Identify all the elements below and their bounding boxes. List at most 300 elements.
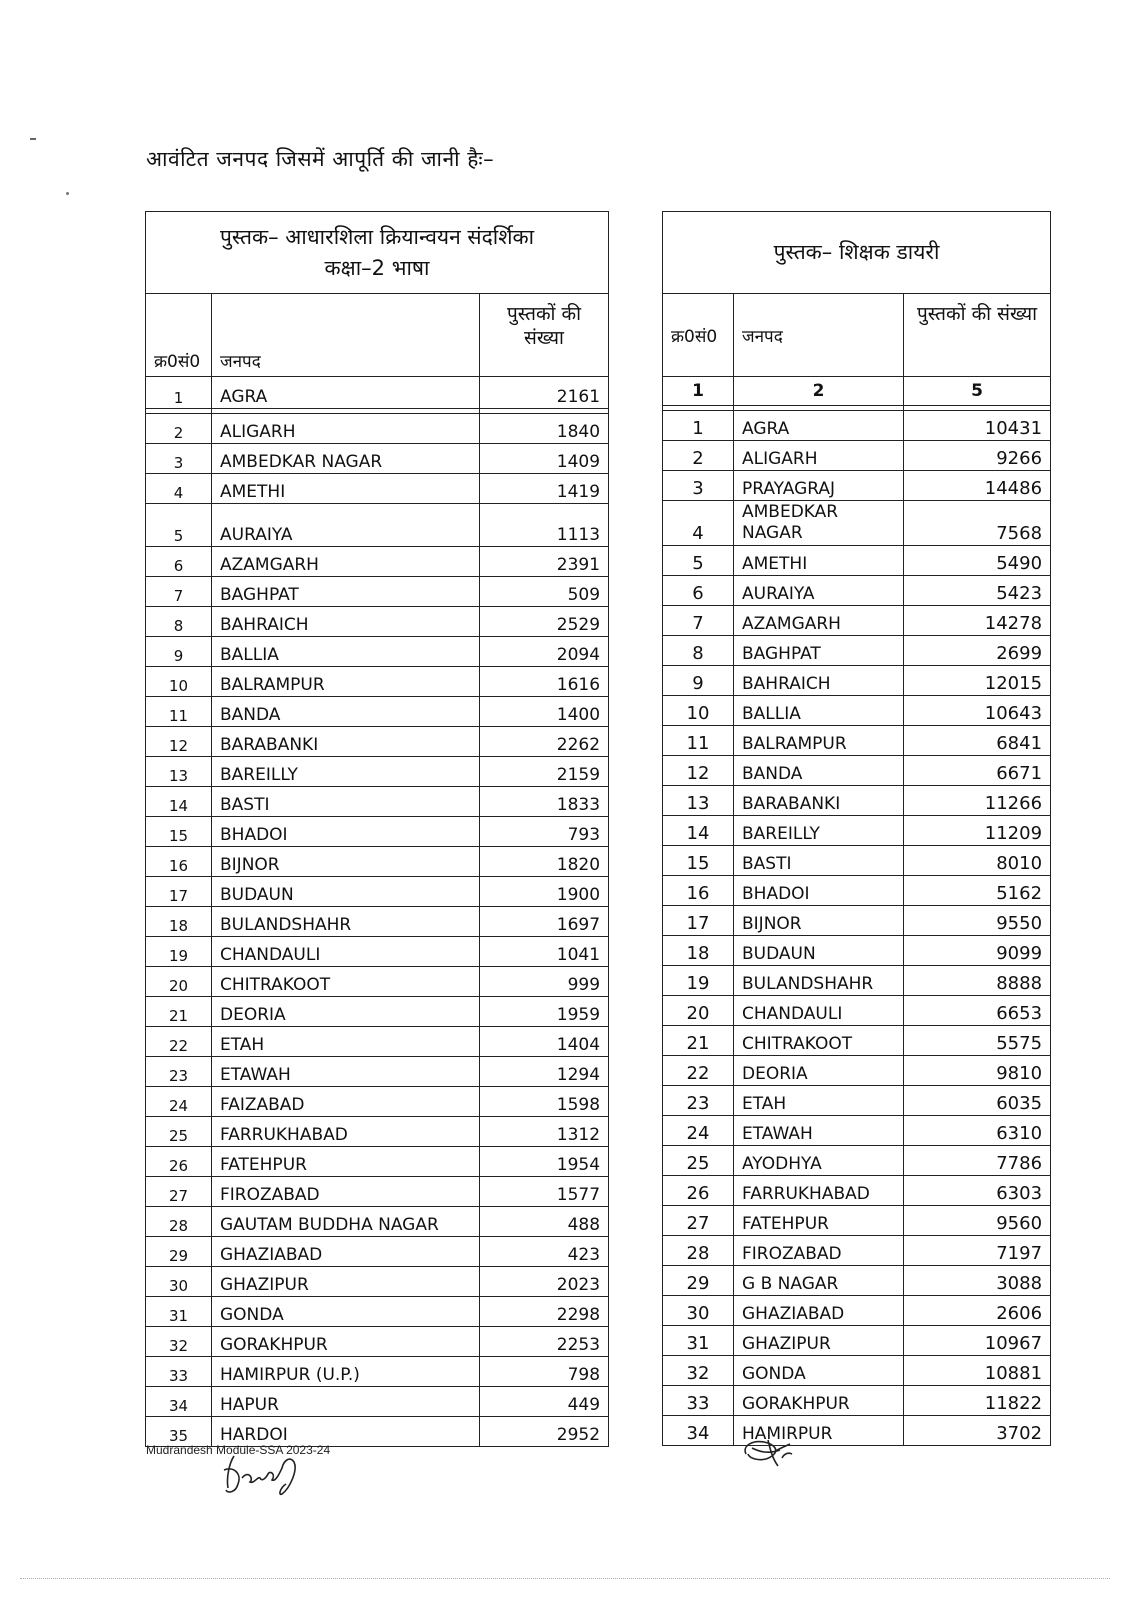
serial-number-cell: 9 (663, 666, 734, 696)
book-count-cell: 1312 (480, 1117, 609, 1147)
district-cell: AZAMGARH (734, 606, 904, 636)
book-count-cell: 2391 (480, 547, 609, 577)
table-row (663, 756, 1051, 786)
book-count-cell: 1840 (480, 414, 609, 444)
district-cell: AMBEDKAR NAGAR (212, 444, 480, 474)
book-count-cell: 2253 (480, 1327, 609, 1357)
district-cell: BAGHPAT (212, 577, 480, 607)
book-count-cell: 423 (480, 1237, 609, 1267)
serial-number-cell: 15 (146, 817, 212, 847)
district-cell: ETAH (212, 1027, 480, 1057)
district-cell: DEORIA (734, 1056, 904, 1086)
table-row (146, 607, 609, 637)
serial-number-cell: 11 (663, 726, 734, 756)
district-cell: BIJNOR (734, 906, 904, 936)
district-cell: FARRUKHABAD (734, 1176, 904, 1206)
book-count-cell: 11266 (904, 786, 1051, 816)
table-row (146, 997, 609, 1027)
serial-number-cell: 28 (146, 1207, 212, 1237)
serial-number-cell: 6 (663, 576, 734, 606)
signature-left (220, 1448, 320, 1498)
table-row (663, 1266, 1051, 1296)
book-count-cell: 10431 (904, 411, 1051, 441)
table-row (146, 1237, 609, 1267)
book-count-cell: 1959 (480, 997, 609, 1027)
book-count-cell: 1900 (480, 877, 609, 907)
district-cell: GHAZIPUR (212, 1267, 480, 1297)
serial-number-cell: 24 (146, 1087, 212, 1117)
table-row (663, 696, 1051, 726)
book-count-cell: 1697 (480, 907, 609, 937)
table-row (663, 411, 1051, 441)
serial-number-cell: 7 (663, 606, 734, 636)
serial-number-cell: 30 (146, 1267, 212, 1297)
book-count-cell: 2298 (480, 1297, 609, 1327)
district-cell: GAUTAM BUDDHA NAGAR (212, 1207, 480, 1237)
column-number-row (663, 377, 1051, 406)
right-col-district-header: जनपद (734, 294, 904, 377)
district-cell: BIJNOR (212, 847, 480, 877)
serial-number-cell: 21 (146, 997, 212, 1027)
book-count-cell: 6303 (904, 1176, 1051, 1206)
book-count-cell: 3702 (904, 1416, 1051, 1446)
table-row (663, 441, 1051, 471)
table-row (663, 1356, 1051, 1386)
district-cell: BAREILLY (734, 816, 904, 846)
table-row (146, 727, 609, 757)
book-count-cell: 7568 (904, 501, 1051, 546)
book-count-cell: 509 (480, 577, 609, 607)
left-col-count-header: पुस्तकों की संख्या (480, 294, 609, 377)
table-row (146, 504, 609, 547)
serial-number-cell: 4 (663, 501, 734, 546)
book-count-cell: 7197 (904, 1236, 1051, 1266)
book-count-cell: 9266 (904, 441, 1051, 471)
table-row (146, 1297, 609, 1327)
district-cell: AURAIYA (734, 576, 904, 606)
table-row (663, 816, 1051, 846)
district-cell: AURAIYA (212, 504, 480, 547)
district-cell: BHADOI (734, 876, 904, 906)
table-row (663, 996, 1051, 1026)
table-row (146, 1177, 609, 1207)
book-count-cell: 5162 (904, 876, 1051, 906)
district-cell: BAHRAICH (212, 607, 480, 637)
book-count-cell: 2699 (904, 636, 1051, 666)
table-row (663, 936, 1051, 966)
district-cell: GONDA (212, 1297, 480, 1327)
district-cell: HAMIRPUR (U.P.) (212, 1357, 480, 1387)
district-cell: HAMIRPUR (734, 1416, 904, 1446)
district-cell: HAPUR (212, 1387, 480, 1417)
left-title-line1: पुस्तक– आधारशिला क्रियान्वयन संदर्शिका (219, 224, 535, 249)
table-row (663, 666, 1051, 696)
left-col-sno-header: क्र0सं0 (146, 294, 212, 377)
district-cell: BALRAMPUR (734, 726, 904, 756)
district-cell: G B NAGAR (734, 1266, 904, 1296)
left-table-body (146, 377, 609, 1447)
district-cell: FARRUKHABAD (212, 1117, 480, 1147)
signature-right (738, 1432, 798, 1472)
serial-number-cell: 26 (146, 1147, 212, 1177)
serial-number-cell: 31 (146, 1297, 212, 1327)
serial-number-cell: 4 (146, 474, 212, 504)
table-row (663, 1416, 1051, 1446)
book-count-cell: 999 (480, 967, 609, 997)
district-cell: GONDA (734, 1356, 904, 1386)
right-table-title: पुस्तक– शिक्षक डायरी (663, 212, 1051, 294)
table-row (663, 1116, 1051, 1146)
book-count-cell: 1409 (480, 444, 609, 474)
serial-number-cell: 29 (663, 1266, 734, 1296)
district-cell: FIROZABAD (734, 1236, 904, 1266)
book-count-cell: 10881 (904, 1356, 1051, 1386)
district-cell: BALLIA (212, 637, 480, 667)
book-count-cell: 10967 (904, 1326, 1051, 1356)
serial-number-cell: 18 (663, 936, 734, 966)
serial-number-cell: 13 (146, 757, 212, 787)
serial-number-cell: 22 (146, 1027, 212, 1057)
book-count-cell: 1113 (480, 504, 609, 547)
serial-number-cell: 10 (663, 696, 734, 726)
table-row (663, 606, 1051, 636)
table-row (146, 414, 609, 444)
district-cell: BANDA (212, 697, 480, 727)
district-cell: BUDAUN (212, 877, 480, 907)
book-count-cell: 2262 (480, 727, 609, 757)
right-col-count-header: पुस्तकों की संख्या (904, 294, 1051, 377)
table-row (146, 877, 609, 907)
district-cell: BARABANKI (734, 786, 904, 816)
serial-number-cell: 3 (663, 471, 734, 501)
district-cell: BALLIA (734, 696, 904, 726)
table-row (663, 1176, 1051, 1206)
district-cell: BAREILLY (212, 757, 480, 787)
book-count-cell: 6653 (904, 996, 1051, 1026)
serial-number-cell: 22 (663, 1056, 734, 1086)
serial-number-cell: 19 (663, 966, 734, 996)
district-cell: AGRA (212, 377, 480, 409)
serial-number-cell: 20 (146, 967, 212, 997)
serial-number-cell: 33 (663, 1386, 734, 1416)
serial-number-cell: 34 (663, 1416, 734, 1446)
left-book-table (145, 211, 609, 1447)
table-row (663, 786, 1051, 816)
book-count-cell: 7786 (904, 1146, 1051, 1176)
left-col-district-header: जनपद (212, 294, 480, 377)
stray-dot (66, 192, 69, 195)
serial-number-cell: 14 (146, 787, 212, 817)
table-row (663, 1086, 1051, 1116)
book-count-cell: 5575 (904, 1026, 1051, 1056)
district-cell: CHANDAULI (734, 996, 904, 1026)
serial-number-cell: 10 (146, 667, 212, 697)
book-count-cell: 793 (480, 817, 609, 847)
serial-number-cell: 16 (146, 847, 212, 877)
serial-number-cell: 27 (146, 1177, 212, 1207)
serial-number-cell: 32 (663, 1356, 734, 1386)
book-count-cell: 5490 (904, 546, 1051, 576)
serial-number-cell: 18 (146, 907, 212, 937)
district-cell: AMETHI (734, 546, 904, 576)
book-count-cell: 1820 (480, 847, 609, 877)
serial-number-cell: 29 (146, 1237, 212, 1267)
district-cell: HARDOI (212, 1417, 480, 1447)
district-cell: FIROZABAD (212, 1177, 480, 1207)
table-row (146, 1357, 609, 1387)
serial-number-cell: 17 (146, 877, 212, 907)
table-row (146, 667, 609, 697)
table-row (663, 906, 1051, 936)
table-row (146, 817, 609, 847)
book-count-cell: 12015 (904, 666, 1051, 696)
serial-number-cell: 7 (146, 577, 212, 607)
book-count-cell: 6310 (904, 1116, 1051, 1146)
serial-number-cell: 8 (146, 607, 212, 637)
book-count-cell: 1041 (480, 937, 609, 967)
table-row (146, 967, 609, 997)
book-count-cell: 1404 (480, 1027, 609, 1057)
district-cell: BAGHPAT (734, 636, 904, 666)
district-cell: ETAWAH (212, 1057, 480, 1087)
serial-number-cell: 5 (146, 504, 212, 547)
book-count-cell: 9810 (904, 1056, 1051, 1086)
left-title-line2: कक्षा–2 भाषा (324, 255, 430, 280)
district-cell: ETAWAH (734, 1116, 904, 1146)
serial-number-cell: 25 (146, 1117, 212, 1147)
district-cell: AGRA (734, 411, 904, 441)
district-cell: FAIZABAD (212, 1087, 480, 1117)
book-count-cell: 11209 (904, 816, 1051, 846)
book-count-cell: 1954 (480, 1147, 609, 1177)
column-number: 1 (663, 377, 734, 406)
serial-number-cell: 13 (663, 786, 734, 816)
book-count-cell: 14486 (904, 471, 1051, 501)
book-count-cell: 6035 (904, 1086, 1051, 1116)
book-count-cell: 488 (480, 1207, 609, 1237)
serial-number-cell: 5 (663, 546, 734, 576)
serial-number-cell: 3 (146, 444, 212, 474)
district-cell: PRAYAGRAJ (734, 471, 904, 501)
district-cell: CHITRAKOOT (212, 967, 480, 997)
book-count-cell: 798 (480, 1357, 609, 1387)
right-book-table (662, 211, 1051, 1446)
book-count-cell: 14278 (904, 606, 1051, 636)
serial-number-cell: 15 (663, 846, 734, 876)
book-count-cell: 2159 (480, 757, 609, 787)
serial-number-cell: 8 (663, 636, 734, 666)
table-row (663, 1326, 1051, 1356)
book-count-cell: 2094 (480, 637, 609, 667)
book-count-cell: 9099 (904, 936, 1051, 966)
table-row (663, 1296, 1051, 1326)
serial-number-cell: 28 (663, 1236, 734, 1266)
table-row (146, 1207, 609, 1237)
table-row (663, 1146, 1051, 1176)
bottom-dotted-edge (20, 1578, 1110, 1579)
table-row (146, 1267, 609, 1297)
table-row (146, 1117, 609, 1147)
district-cell: CHANDAULI (212, 937, 480, 967)
table-row (663, 1056, 1051, 1086)
footer-text: Mudrandesh Module-SSA 2023-24 (146, 1443, 331, 1457)
book-count-cell: 8010 (904, 846, 1051, 876)
left-table-title (146, 212, 609, 294)
table-row (663, 1386, 1051, 1416)
book-count-cell: 1598 (480, 1087, 609, 1117)
district-cell: BASTI (212, 787, 480, 817)
district-cell: ALIGARH (734, 441, 904, 471)
book-count-cell: 9560 (904, 1206, 1051, 1236)
district-cell: AMETHI (212, 474, 480, 504)
book-count-cell: 2606 (904, 1296, 1051, 1326)
serial-number-cell: 23 (146, 1057, 212, 1087)
serial-number-cell: 14 (663, 816, 734, 846)
serial-number-cell: 1 (146, 377, 212, 409)
serial-number-cell: 19 (146, 937, 212, 967)
table-row (146, 377, 609, 409)
serial-number-cell: 26 (663, 1176, 734, 1206)
table-row (663, 966, 1051, 996)
serial-number-cell: 12 (663, 756, 734, 786)
table-row (663, 1236, 1051, 1266)
column-number: 2 (734, 377, 904, 406)
serial-number-cell: 12 (146, 727, 212, 757)
district-cell: BULANDSHAHR (734, 966, 904, 996)
table-row (663, 471, 1051, 501)
district-cell: GORAKHPUR (734, 1386, 904, 1416)
serial-number-cell: 27 (663, 1206, 734, 1236)
book-count-cell: 1616 (480, 667, 609, 697)
serial-number-cell: 2 (146, 414, 212, 444)
table-row (146, 637, 609, 667)
table-row (146, 1147, 609, 1177)
district-cell: CHITRAKOOT (734, 1026, 904, 1056)
book-count-cell: 5423 (904, 576, 1051, 606)
intro-text: आवंटित जनपद जिसमें आपूर्ति की जानी हैः– (146, 147, 495, 171)
serial-number-cell: 11 (146, 697, 212, 727)
table-row (146, 907, 609, 937)
district-cell: BARABANKI (212, 727, 480, 757)
district-cell: AZAMGARH (212, 547, 480, 577)
serial-number-cell: 30 (663, 1296, 734, 1326)
book-count-cell: 6841 (904, 726, 1051, 756)
serial-number-cell: 2 (663, 441, 734, 471)
district-cell: BASTI (734, 846, 904, 876)
right-table-body (663, 377, 1051, 1446)
book-count-cell: 11822 (904, 1386, 1051, 1416)
table-row (663, 636, 1051, 666)
district-cell: AYODHYA (734, 1146, 904, 1176)
serial-number-cell: 33 (146, 1357, 212, 1387)
district-cell: FATEHPUR (212, 1147, 480, 1177)
district-cell: GHAZIABAD (734, 1296, 904, 1326)
book-count-cell: 1419 (480, 474, 609, 504)
book-count-cell: 1400 (480, 697, 609, 727)
district-cell: BANDA (734, 756, 904, 786)
table-row (146, 1057, 609, 1087)
table-row (663, 546, 1051, 576)
serial-number-cell: 1 (663, 411, 734, 441)
book-count-cell: 2952 (480, 1417, 609, 1447)
serial-number-cell: 32 (146, 1327, 212, 1357)
table-row (663, 501, 1051, 546)
district-cell: BAHRAICH (734, 666, 904, 696)
district-cell: BHADOI (212, 817, 480, 847)
book-count-cell: 449 (480, 1387, 609, 1417)
district-cell: BUDAUN (734, 936, 904, 966)
table-row (663, 876, 1051, 906)
book-count-cell: 1294 (480, 1057, 609, 1087)
serial-number-cell: 34 (146, 1387, 212, 1417)
district-cell: ALIGARH (212, 414, 480, 444)
table-row (663, 1026, 1051, 1056)
district-cell: DEORIA (212, 997, 480, 1027)
book-count-cell: 3088 (904, 1266, 1051, 1296)
table-row (146, 787, 609, 817)
district-cell: BULANDSHAHR (212, 907, 480, 937)
book-count-cell: 10643 (904, 696, 1051, 726)
book-count-cell: 1577 (480, 1177, 609, 1207)
table-row (146, 1327, 609, 1357)
book-count-cell: 8888 (904, 966, 1051, 996)
serial-number-cell: 6 (146, 547, 212, 577)
book-count-cell: 9550 (904, 906, 1051, 936)
district-cell: BALRAMPUR (212, 667, 480, 697)
district-cell: AMBEDKAR NAGAR (734, 501, 904, 546)
table-row (146, 547, 609, 577)
table-row (146, 1027, 609, 1057)
district-cell: GHAZIABAD (212, 1237, 480, 1267)
table-row (146, 937, 609, 967)
serial-number-cell: 17 (663, 906, 734, 936)
book-count-cell: 2023 (480, 1267, 609, 1297)
district-cell: FATEHPUR (734, 1206, 904, 1236)
district-cell: ETAH (734, 1086, 904, 1116)
district-cell: GORAKHPUR (212, 1327, 480, 1357)
stray-mark (30, 138, 36, 140)
serial-number-cell: 20 (663, 996, 734, 1026)
book-count-cell: 2529 (480, 607, 609, 637)
serial-number-cell: 9 (146, 637, 212, 667)
table-row (146, 577, 609, 607)
table-row (146, 1387, 609, 1417)
book-count-cell: 1833 (480, 787, 609, 817)
serial-number-cell: 16 (663, 876, 734, 906)
table-row (663, 726, 1051, 756)
table-row (663, 1206, 1051, 1236)
table-row (146, 697, 609, 727)
table-row (146, 757, 609, 787)
table-row (146, 1417, 609, 1447)
serial-number-cell: 24 (663, 1116, 734, 1146)
district-cell: GHAZIPUR (734, 1326, 904, 1356)
serial-number-cell: 21 (663, 1026, 734, 1056)
right-col-sno-header: क्र0सं0 (663, 294, 734, 377)
table-row (146, 847, 609, 877)
table-row (663, 576, 1051, 606)
serial-number-cell: 25 (663, 1146, 734, 1176)
serial-number-cell: 23 (663, 1086, 734, 1116)
table-row (663, 846, 1051, 876)
book-count-cell: 6671 (904, 756, 1051, 786)
serial-number-cell: 35 (146, 1417, 212, 1447)
table-row (146, 1087, 609, 1117)
book-count-cell: 2161 (480, 377, 609, 409)
serial-number-cell: 31 (663, 1326, 734, 1356)
table-row (146, 474, 609, 504)
table-row (146, 444, 609, 474)
